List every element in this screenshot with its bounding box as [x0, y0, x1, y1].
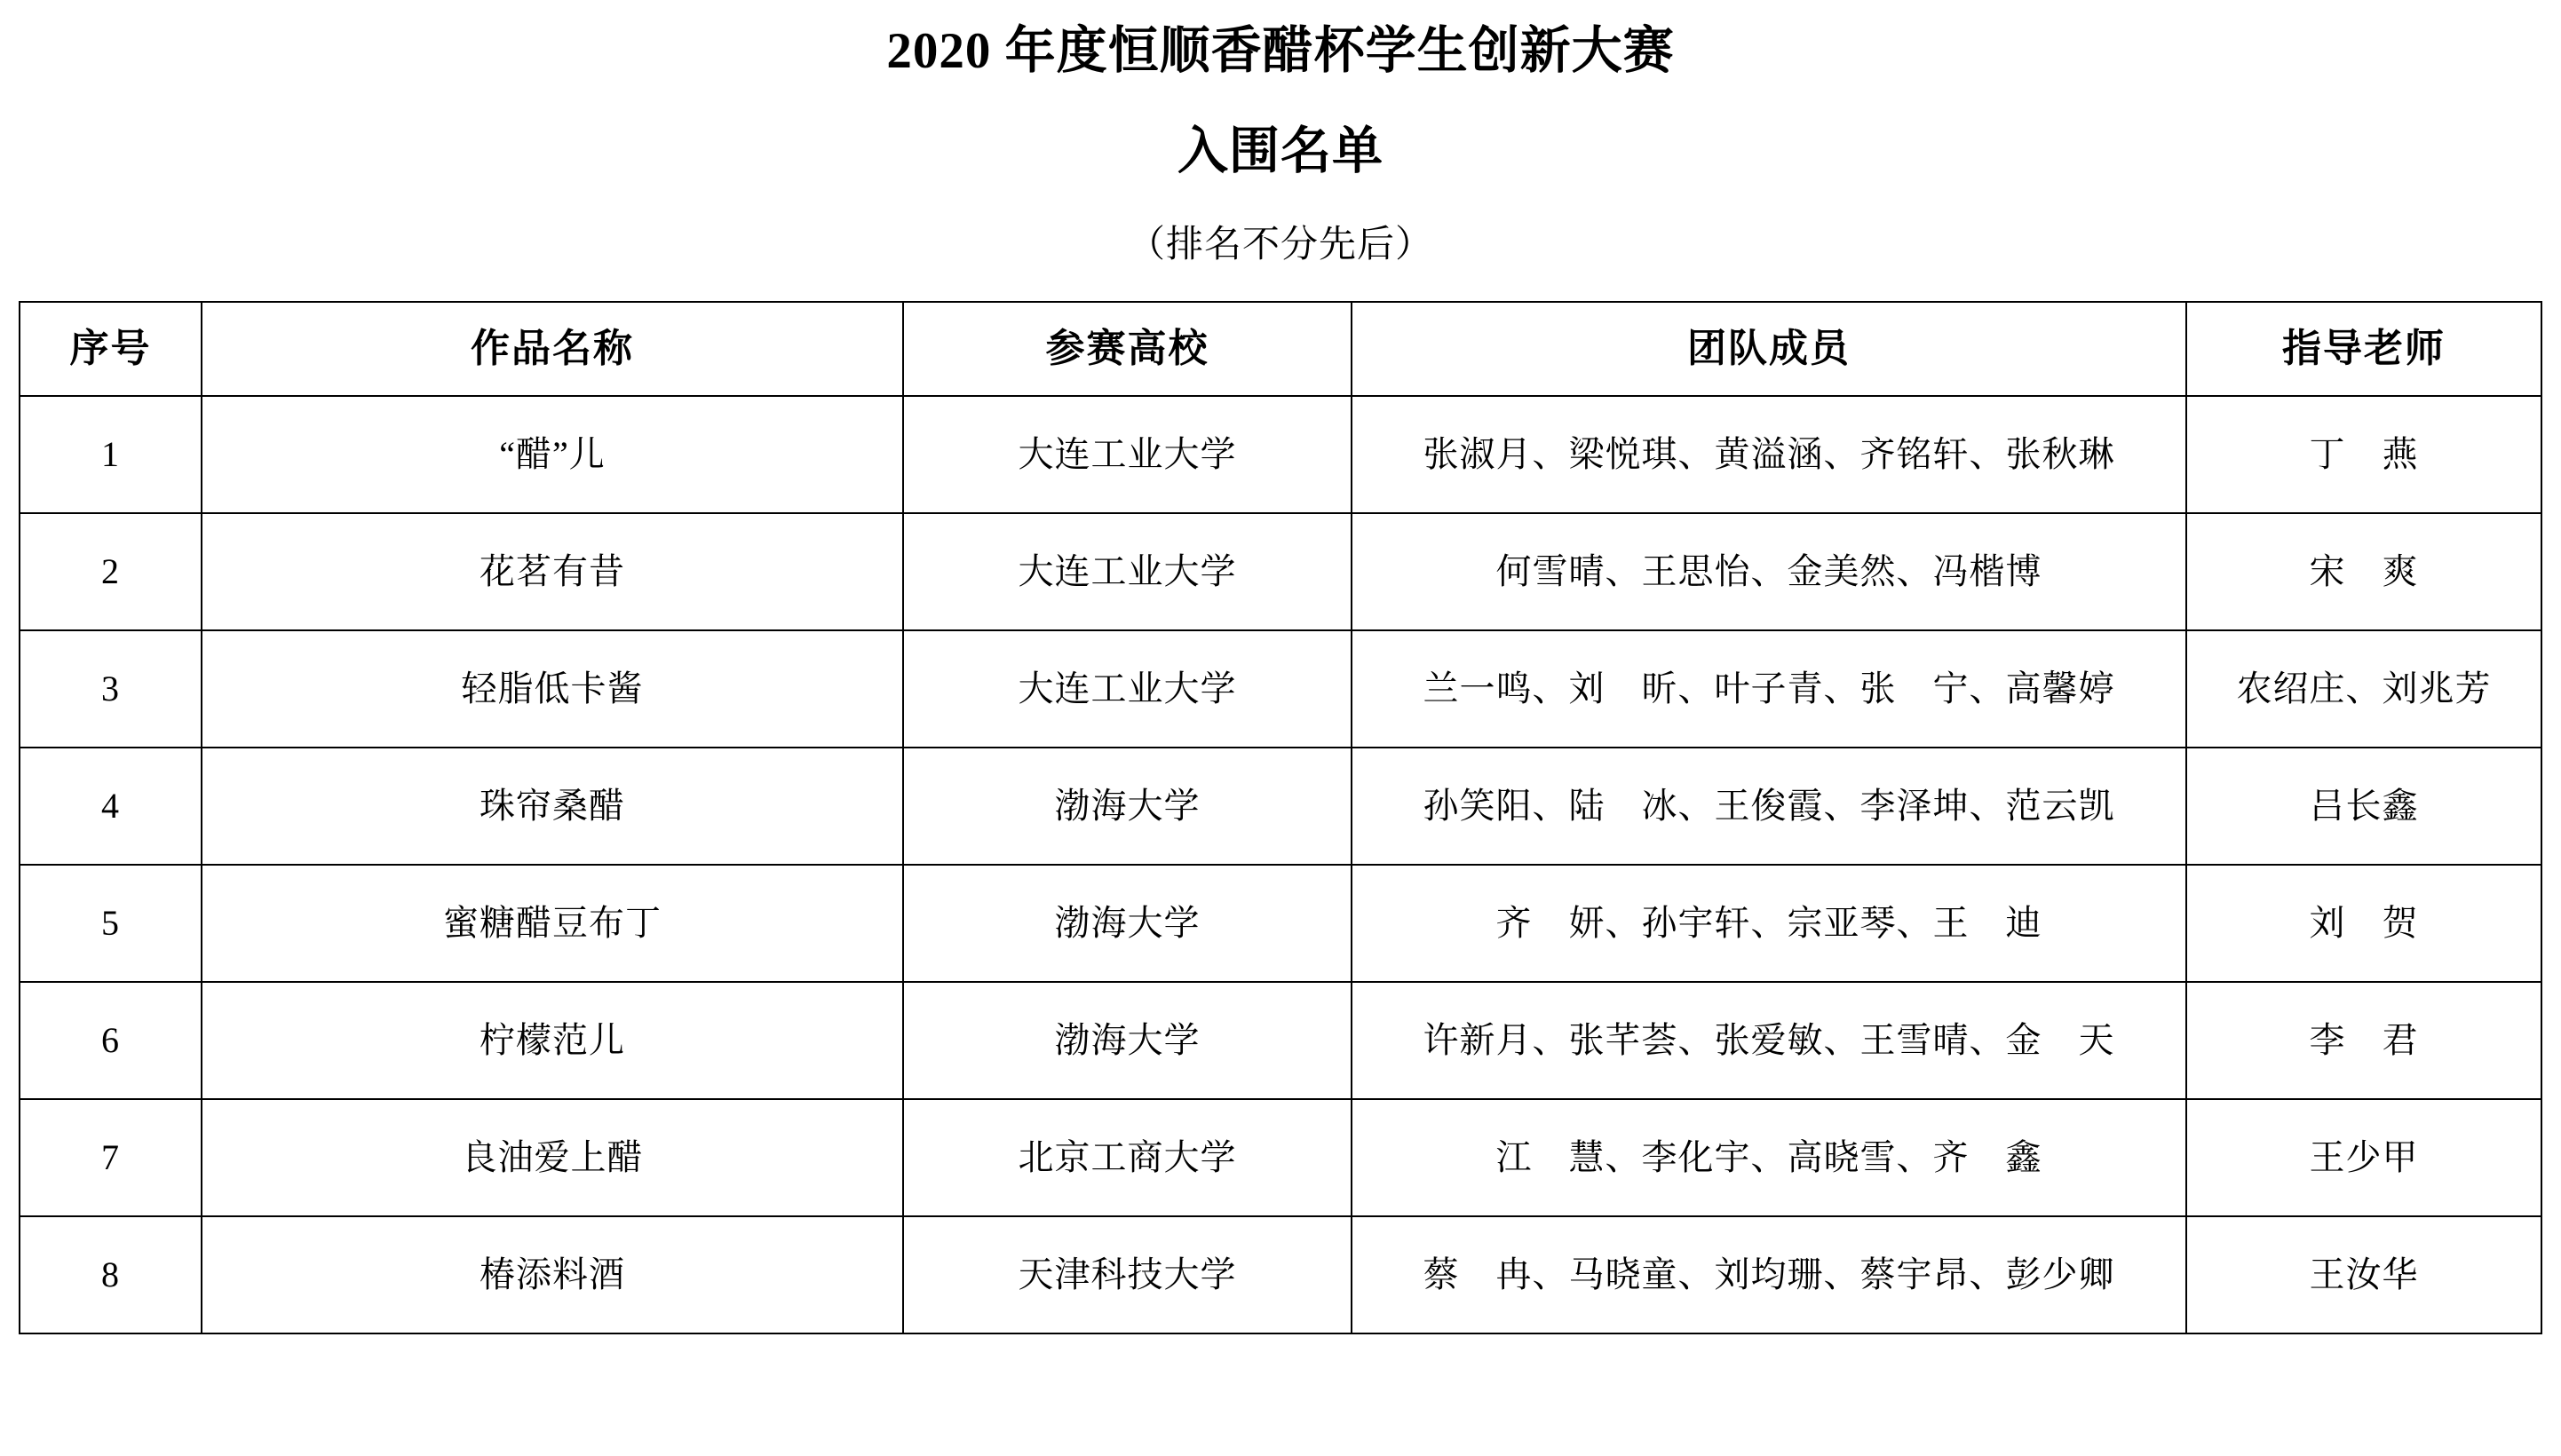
table-row: [20, 748, 2541, 865]
cell-teacher: 丁 燕: [2186, 396, 2541, 513]
title-block: [18, 0, 2543, 267]
cell-work: 轻脂低卡酱: [202, 630, 903, 748]
cell-team: 兰一鸣、刘 昕、叶子青、张 宁、高馨婷: [1352, 630, 2186, 748]
cell-work: 蜜糖醋豆布丁: [202, 865, 903, 982]
cell-university: 大连工业大学: [903, 630, 1352, 748]
cell-university: 渤海大学: [903, 865, 1352, 982]
table-header-row: [20, 302, 2541, 396]
cell-teacher: 农绍庄、刘兆芳: [2186, 630, 2541, 748]
shortlist-table-wrapper: [18, 267, 2543, 1334]
cell-work: “醋”儿: [202, 396, 903, 513]
table-row: [20, 630, 2541, 748]
cell-teacher: 王少甲: [2186, 1099, 2541, 1216]
table-row: [20, 396, 2541, 513]
cell-team: 许新月、张芊荟、张爱敏、王雪晴、金 天: [1352, 982, 2186, 1099]
cell-team: 何雪晴、王思怡、金美然、冯楷博: [1352, 513, 2186, 630]
cell-index: 5: [20, 865, 202, 982]
column-header-university: 参赛高校: [903, 302, 1352, 396]
cell-index: 1: [20, 396, 202, 513]
cell-team: 张淑月、梁悦琪、黄溢涵、齐铭轩、张秋琳: [1352, 396, 2186, 513]
cell-university: 天津科技大学: [903, 1216, 1352, 1333]
cell-team: 蔡 冉、马晓童、刘均珊、蔡宇昂、彭少卿: [1352, 1216, 2186, 1333]
cell-university: 北京工商大学: [903, 1099, 1352, 1216]
column-header-teacher: 指导老师: [2186, 302, 2541, 396]
cell-teacher: 王汝华: [2186, 1216, 2541, 1333]
cell-team: 江 慧、李化宇、高晓雪、齐 鑫: [1352, 1099, 2186, 1216]
cell-index: 2: [20, 513, 202, 630]
cell-university: 渤海大学: [903, 748, 1352, 865]
cell-work: 椿添料酒: [202, 1216, 903, 1333]
cell-teacher: 刘 贺: [2186, 865, 2541, 982]
table-header: [20, 302, 2541, 396]
column-header-index: 序号: [20, 302, 202, 396]
table-row: [20, 1216, 2541, 1333]
cell-university: 渤海大学: [903, 982, 1352, 1099]
page-subtitle: 入围名单: [1177, 123, 1384, 180]
cell-index: 6: [20, 982, 202, 1099]
table-row: [20, 865, 2541, 982]
cell-work: 柠檬范儿: [202, 982, 903, 1099]
cell-index: 7: [20, 1099, 202, 1216]
table-row: [20, 1099, 2541, 1216]
table-row: [20, 513, 2541, 630]
table-row: [20, 982, 2541, 1099]
cell-index: 4: [20, 748, 202, 865]
cell-teacher: 吕长鑫: [2186, 748, 2541, 865]
cell-teacher: 李 君: [2186, 982, 2541, 1099]
cell-work: 花茗有昔: [202, 513, 903, 630]
table-body: [20, 396, 2541, 1333]
cell-work: 良油爱上醋: [202, 1099, 903, 1216]
column-header-team: 团队成员: [1352, 302, 2186, 396]
cell-work: 珠帘桑醋: [202, 748, 903, 865]
cell-index: 3: [20, 630, 202, 748]
ranking-note: （排名不分先后）: [1127, 224, 1433, 265]
cell-team: 齐 妍、孙宇轩、宗亚琴、王 迪: [1352, 865, 2186, 982]
cell-university: 大连工业大学: [903, 396, 1352, 513]
cell-university: 大连工业大学: [903, 513, 1352, 630]
cell-index: 8: [20, 1216, 202, 1333]
cell-teacher: 宋 爽: [2186, 513, 2541, 630]
page-title: 2020 年度恒顺香醋杯学生创新大赛: [886, 23, 1675, 79]
column-header-work: 作品名称: [202, 302, 903, 396]
shortlist-table: [19, 301, 2542, 1334]
cell-team: 孙笑阳、陆 冰、王俊霞、李泽坤、范云凯: [1352, 748, 2186, 865]
